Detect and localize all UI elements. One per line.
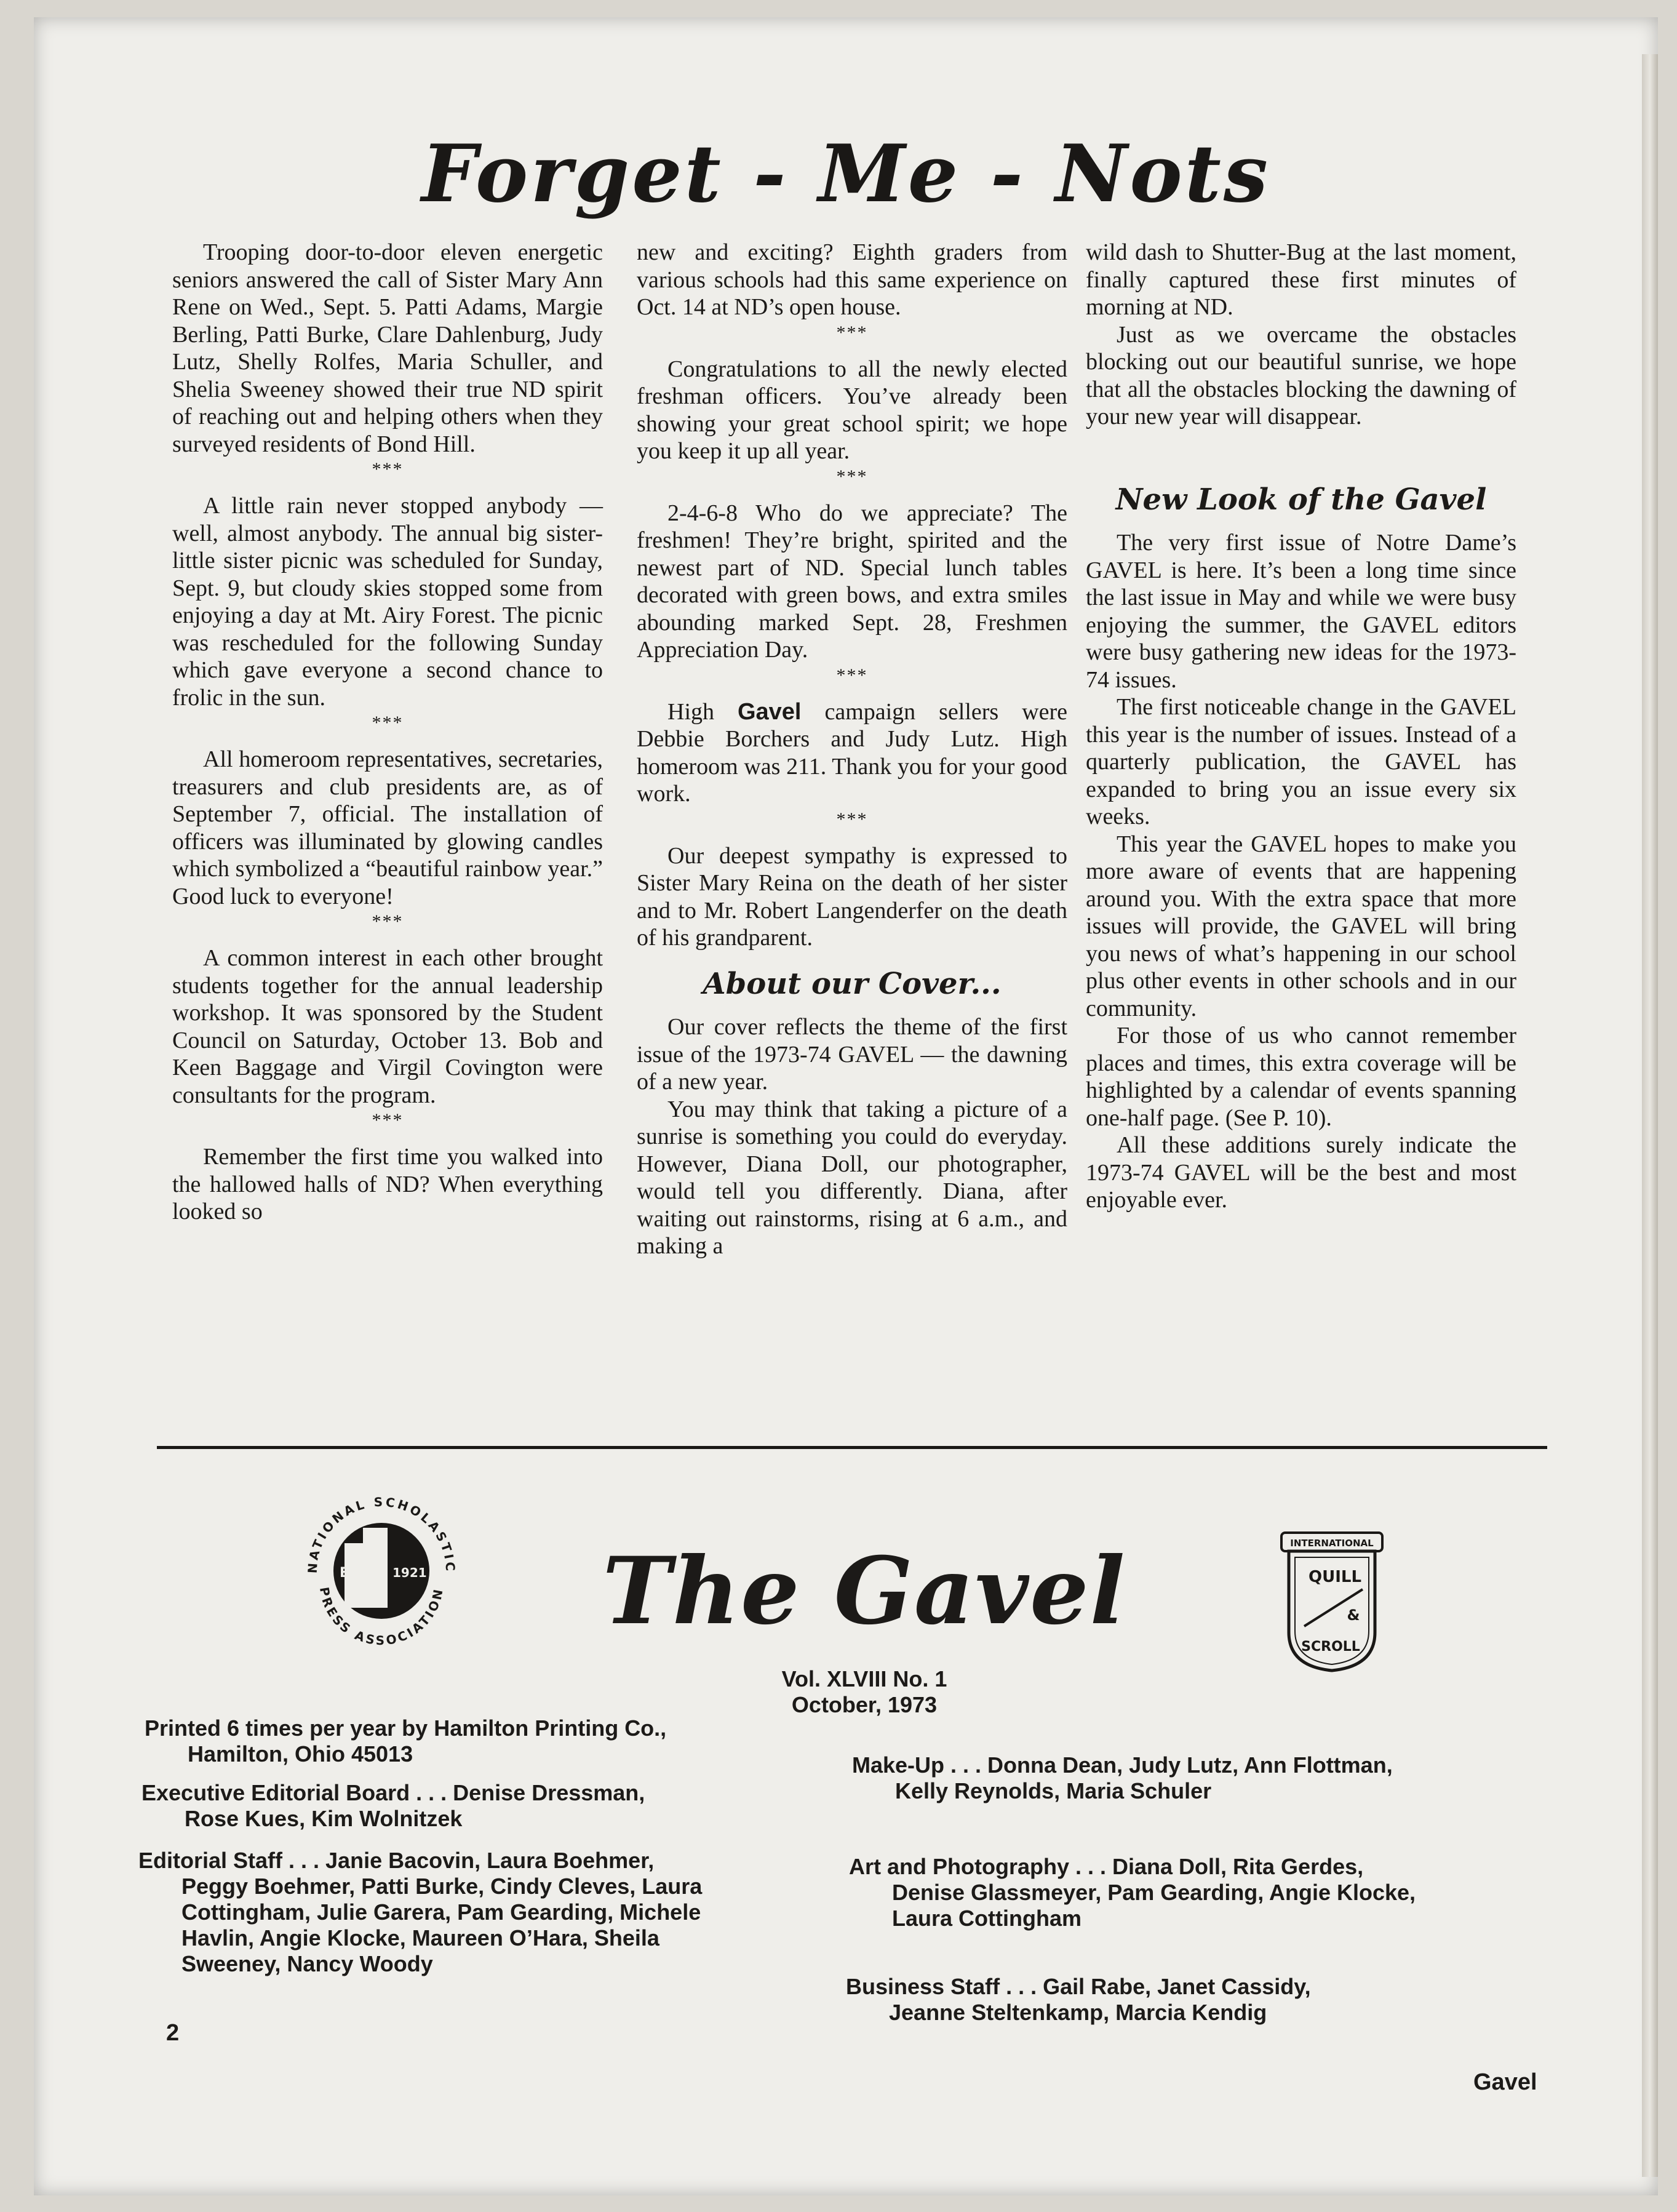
article-paragraph: You may think that taking a picture of a sunrise is something you could do everyday. However, Diana Doll, our photographer, would tell you differently. Diana, after waiting out rainstorms, rising at 6 a.m., and making a <box>637 1096 1067 1259</box>
issue-date: October, 1973 <box>791 1692 938 1717</box>
nspa-bottom-text: PRESS ASSOCIATION <box>316 1586 447 1648</box>
staff-line: Hamilton, Ohio 45013 <box>188 1741 413 1767</box>
article-paragraph: new and exciting? Eighth graders from various schools had this same experience on Oct. 14 at ND’s open house. <box>637 239 1067 320</box>
section-divider: *** <box>836 809 868 829</box>
article-paragraph: wild dash to Shutter-Bug at the last moment, finally captured these first minutes of morning at ND. <box>1086 239 1516 320</box>
volume-info <box>711 1666 1018 1718</box>
article-paragraph <box>637 698 1067 808</box>
magazine-page <box>34 17 1658 2195</box>
newlook-subheading: New Look of the Gavel <box>1115 482 1487 517</box>
article-paragraph: Our deepest sympathy is expressed to Sister Mary Reina on the death of her sister and to Mr. Robert Langenderfer on the death of his grandparent. <box>637 842 1067 951</box>
nspa-year: 1921 <box>392 1565 427 1580</box>
cover-subheading: About our Cover... <box>703 966 1002 1001</box>
staff-line: Sweeney, Nancy Woody <box>181 1951 433 1976</box>
article-paragraph: Congratulations to all the newly elected freshman officers. You’ve already been showing your great school spirit; we hope you keep it up all year. <box>637 356 1067 464</box>
staff-line: Kelly Reynolds, Maria Schuler <box>895 1778 1212 1803</box>
staff-line: Printed 6 times per year by Hamilton Printing Co., <box>145 1715 667 1741</box>
staff-line: Peggy Boehmer, Patti Burke, Cindy Cleves, Laura <box>181 1874 703 1899</box>
staff-line: Rose Kues, Kim Wolnitzek <box>185 1806 463 1831</box>
gavel-bold: Gavel <box>737 698 802 725</box>
footer-publication-name: Gavel <box>1473 2069 1537 2095</box>
article-paragraph: Just as we overcame the obstacles blocking out our beautiful sunrise, we hope that all the obstacles blocking the dawning of your new year will disappear. <box>1086 321 1516 429</box>
article-paragraph: The very first issue of Notre Dame’s GAVEL is here. It’s been a long time since the last issue in May and while we were busy enjoying the summer, the GAVEL editors were busy gathering new ideas for the 1973-74 issues. <box>1086 530 1516 693</box>
staff-line: Jeanne Steltenkamp, Marcia Kendig <box>889 2000 1267 2025</box>
section-divider: *** <box>372 911 404 932</box>
column-3 <box>1086 239 1516 1214</box>
article-paragraph: All homeroom representatives, secretaries, treasurers and club presidents are, as of September 7, official. The installation of officers was illuminated by glowing candles which symbolized a “beautiful rainbow year.” Good luck to everyone! <box>172 746 603 909</box>
nspa-logo-icon <box>295 1485 468 1657</box>
nspa-est: Est. <box>340 1565 368 1581</box>
article-paragraph: All these additions surely indicate the 1973-74 GAVEL will be the best and most enjoyable ever. <box>1086 1132 1516 1213</box>
article-paragraph: For those of us who cannot remember places and times, this extra coverage will be highlighted by a calendar of events spanning one-half page. (See P. 10). <box>1086 1023 1516 1131</box>
section-divider: *** <box>836 322 868 343</box>
page-number: 2 <box>166 2020 180 2046</box>
page-title: Forget - Me - Nots <box>421 128 1270 220</box>
quill-bottom-text: SCROLL <box>1301 1639 1360 1655</box>
business-staff <box>846 1974 1311 2026</box>
column-2 <box>637 239 1067 1260</box>
section-divider: *** <box>836 466 868 487</box>
printer-info <box>145 1715 666 1767</box>
article-paragraph: Trooping door-to-door eleven energetic seniors answered the call of Sister Mary Ann Rene on Wed., Sept. 5. Patti Adams, Margie Berling, Patti Burke, Clare Dahlenburg, Judy Lutz, Shelly Rolfes, Maria Schuller, and Shelia Sweeney showed their true ND spirit of reaching out and helping others when they surveyed residents of Bond Hill. <box>172 239 603 457</box>
masthead-title: The Gavel <box>602 1537 1126 1645</box>
column-1 <box>172 239 603 1226</box>
article-paragraph: Our cover reflects the theme of the first issue of the 1973-74 GAVEL — the dawning of a new year. <box>637 1014 1067 1095</box>
section-divider: *** <box>372 459 404 479</box>
volume-number: Vol. XLVIII No. 1 <box>781 1666 947 1691</box>
article-paragraph: A little rain never stopped anybody — well, almost anybody. The annual big sister-little sister picnic was scheduled for Sunday, Sept. 9, but cloudy skies stopped some from enjoying a day at Mt. Airy Forest. The picnic was rescheduled for the following Sunday which gave everyone a second chance to frolic in the sun. <box>172 493 603 711</box>
article-paragraph: A common interest in each other brought students together for the annual leadership workshop. It was sponsored by the Student Council on Saturday, October 13. Bob and Keen Baggage and Virgil Covington were consultants for the program. <box>172 945 603 1108</box>
staff-line: Denise Glassmeyer, Pam Gearding, Angie Klocke, <box>892 1880 1416 1905</box>
executive-board <box>141 1780 645 1832</box>
staff-line: Business Staff . . . Gail Rabe, Janet Cassidy, <box>846 1974 1311 1999</box>
divider-rule <box>157 1446 1547 1449</box>
staff-line: Art and Photography . . . Diana Doll, Rita Gerdes, <box>849 1854 1364 1879</box>
section-divider: *** <box>372 1110 404 1130</box>
staff-line: Editorial Staff . . . Janie Bacovin, Laura Boehmer, <box>138 1848 655 1873</box>
editorial-staff <box>138 1848 702 1977</box>
nspa-top-text: NATIONAL SCHOLASTIC <box>305 1494 458 1574</box>
art-photography-staff <box>849 1854 1416 1931</box>
staff-line: Executive Editorial Board . . . Denise Dressman, <box>141 1780 645 1805</box>
makeup-staff <box>852 1752 1393 1804</box>
section-divider: *** <box>372 713 404 733</box>
article-paragraph: 2-4-6-8 Who do we appreciate? The freshmen! They’re bright, spirited and the newest part of ND. Special lunch tables decorated with green bows, and extra smiles abounding marked Sept. 28, Freshmen Appreciation Day. <box>637 500 1067 663</box>
article-paragraph: Remember the first time you walked into the hallowed halls of ND? When everything looked so <box>172 1144 603 1224</box>
quill-top-text: INTERNATIONAL <box>1290 1538 1374 1549</box>
staff-line: Laura Cottingham <box>892 1906 1082 1931</box>
staff-line: Make-Up . . . Donna Dean, Judy Lutz, Ann Flottman, <box>852 1752 1393 1778</box>
staff-line: Havlin, Angie Klocke, Maureen O’Hara, Sheila <box>181 1925 659 1950</box>
text-run: campaign sellers were Debbie Borchers and Judy Lutz. High homeroom was 211. Thank you for your good work. <box>637 698 1068 807</box>
quill-mid-text: QUILL <box>1308 1568 1362 1586</box>
spacer <box>1086 431 1516 468</box>
section-divider: *** <box>836 665 868 685</box>
article-paragraph: This year the GAVEL hopes to make you more aware of events that are happening around you. With the extra space that more issues will provide, the GAVEL will bring you news of what’s happening in our school plus other events in other schools and in our community. <box>1086 831 1516 1021</box>
quill-and-scroll-logo-icon <box>1277 1528 1387 1675</box>
article-paragraph: The first noticeable change in the GAVEL this year is the number of issues. Instead of a quarterly publication, the GAVEL has expanded to bring you an issue every six weeks. <box>1086 694 1516 829</box>
page-edge <box>1642 54 1658 2177</box>
text-run: High <box>667 698 738 725</box>
quill-amp-text: & <box>1347 1607 1360 1624</box>
staff-line: Cottingham, Julie Garera, Pam Gearding, Michele <box>181 1899 701 1925</box>
